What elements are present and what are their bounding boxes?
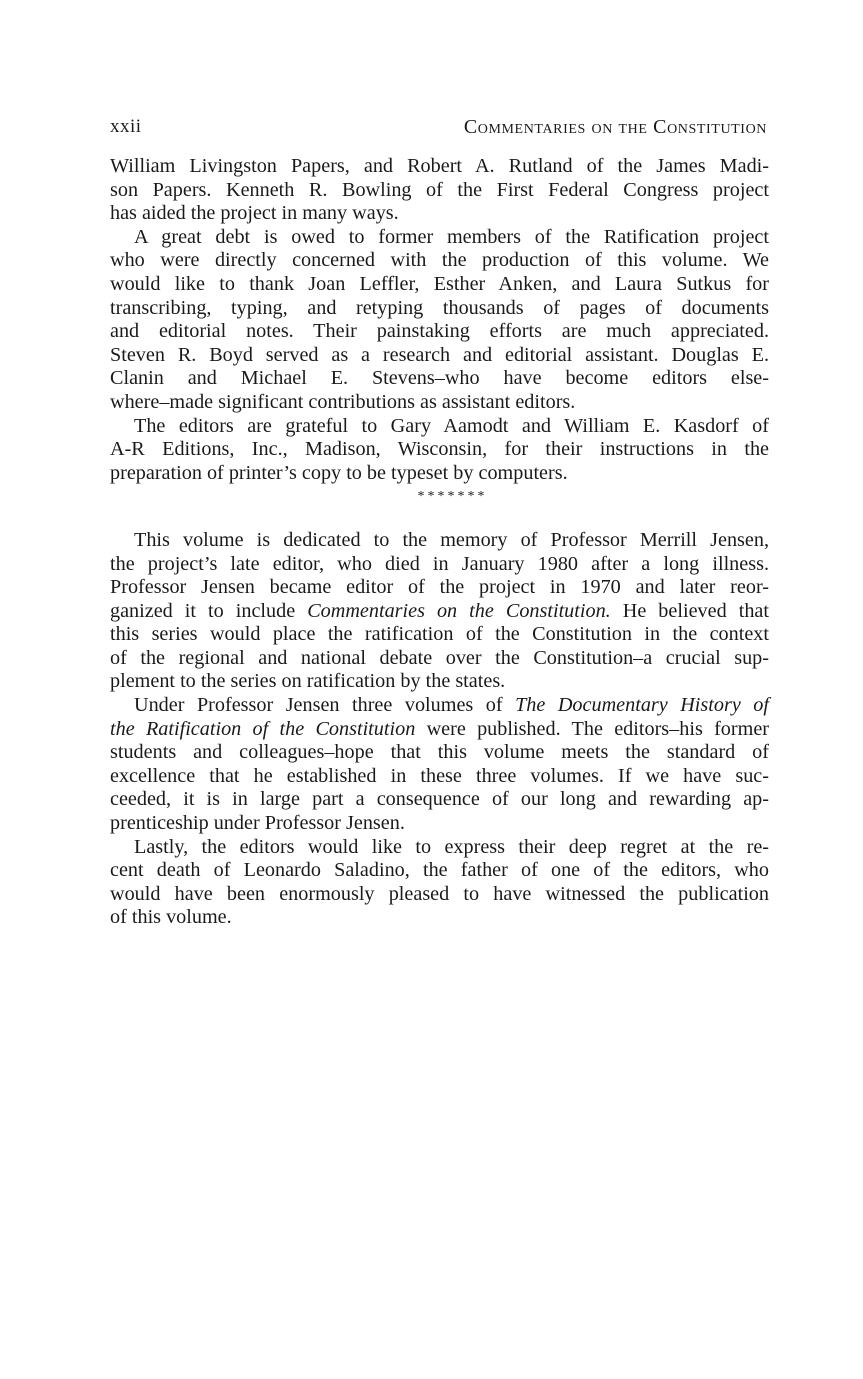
text-line bbox=[110, 718, 769, 742]
section-separator: ******* bbox=[417, 489, 488, 505]
page-body bbox=[110, 155, 769, 930]
text-line: son Papers. Kenneth R. Bowling of the First Federal Congress project bbox=[110, 178, 769, 201]
text-line: who were directly concerned with the production of this volume. We bbox=[110, 249, 769, 272]
italic-title: the Ratification of the Constitution bbox=[110, 717, 416, 740]
paragraph-documentary-history bbox=[110, 694, 769, 836]
text-line: would have been enormously pleased to have witnessed the publication bbox=[110, 882, 769, 905]
text-run: were published. The editors–his former bbox=[415, 717, 769, 740]
text-line: A-R Editions, Inc., Madison, Wisconsin, for their instructions in the bbox=[110, 438, 769, 461]
text-line: Lastly, the editors would like to express their deep regret at the re- bbox=[134, 835, 769, 858]
text-line bbox=[110, 694, 769, 718]
text-run: He believed that bbox=[610, 599, 769, 622]
section-gap bbox=[110, 509, 769, 529]
text-line: cent death of Leonardo Saladino, the father of one of the editors, who bbox=[110, 859, 769, 882]
text-line: this series would place the ratification of the Constitution in the context bbox=[110, 623, 769, 646]
text-line: students and colleagues–hope that this volume meets the standard of bbox=[110, 741, 769, 764]
italic-title: The Documentary History of bbox=[515, 694, 769, 717]
text-line: where–made significant contributions as assistant editors. bbox=[110, 390, 576, 413]
text-line: Clanin and Michael E. Stevens–who have become editors else- bbox=[110, 367, 769, 390]
text-line: the project’s late editor, who died in January 1980 after a long illness. bbox=[110, 552, 769, 575]
page-number: xxii bbox=[110, 116, 142, 137]
text-line: plement to the series on ratification by the states. bbox=[110, 670, 506, 693]
text-line: Steven R. Boyd served as a research and editorial assistant. Douglas E. bbox=[110, 343, 769, 366]
page-header bbox=[110, 116, 767, 144]
text-line: prenticeship under Professor Jensen. bbox=[110, 812, 405, 835]
text-line bbox=[110, 600, 769, 624]
text-run: ganized it to include bbox=[110, 599, 308, 622]
paragraph-dedication bbox=[110, 529, 769, 694]
text-line: excellence that he established in these three volumes. If we have suc- bbox=[110, 764, 769, 787]
text-line: of this volume. bbox=[110, 906, 232, 929]
text-line: Professor Jensen became editor of the project in 1970 and later reor- bbox=[110, 576, 769, 599]
text-line: has aided the project in many ways. bbox=[110, 202, 399, 225]
text-line: This volume is dedicated to the memory of Professor Merrill Jensen, bbox=[134, 528, 769, 551]
paragraph-acknowledgments-continued bbox=[110, 155, 769, 226]
italic-title: Commentaries on the Constitution. bbox=[307, 599, 611, 622]
text-line: and editorial notes. Their painstaking efforts are much appreciated. bbox=[110, 320, 769, 343]
running-head: Commentaries on the Constitution bbox=[463, 116, 767, 138]
text-line: ceeded, it is in large part a consequence of our long and rewarding ap- bbox=[110, 788, 769, 811]
text-line: transcribing, typing, and retyping thousands of pages of documents bbox=[110, 296, 769, 319]
text-line: William Livingston Papers, and Robert A. Rutland of the James Madi- bbox=[110, 155, 769, 177]
text-line: preparation of printer’s copy to be typeset by computers. bbox=[110, 461, 568, 484]
text-line: would like to thank Joan Leffler, Esther Anken, and Laura Sutkus for bbox=[110, 272, 769, 295]
text-line: The editors are grateful to Gary Aamodt and William E. Kasdorf of bbox=[134, 414, 769, 437]
paragraph-former-members bbox=[110, 226, 769, 415]
text-line: A great debt is owed to former members of the Ratification project bbox=[134, 225, 769, 248]
paragraph-saladino bbox=[110, 836, 769, 930]
text-line: of the regional and national debate over the Constitution–a crucial sup- bbox=[110, 646, 769, 669]
text-run: Under Professor Jensen three volumes of bbox=[134, 694, 516, 717]
paragraph-editors-grateful bbox=[110, 415, 769, 486]
